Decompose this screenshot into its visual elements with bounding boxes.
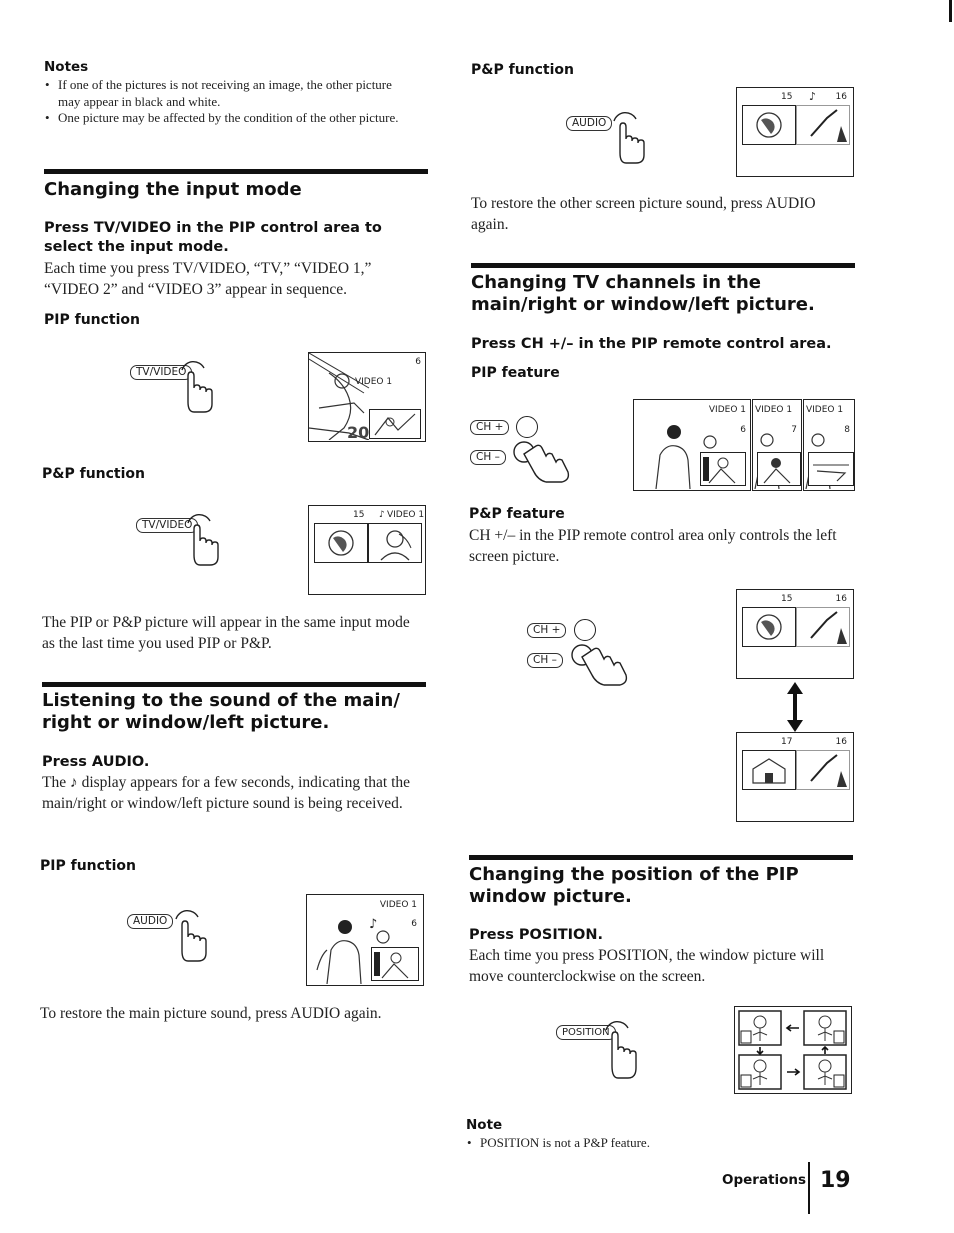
sound-title: Listening to the sound of the main/ right or window/left picture.	[42, 690, 400, 733]
ch-minus-button[interactable]: CH –	[470, 450, 506, 465]
sound-pip-window	[371, 947, 419, 981]
sound-pip-channel: 6	[411, 919, 417, 929]
ch-pip-window	[700, 452, 746, 486]
hand-point-icon	[512, 440, 574, 482]
audio-button[interactable]: AUDIO	[127, 914, 173, 929]
sound-body: The ♪ display appears for a few seconds, indicating that the main/right or window/left picture sound is being received.	[42, 774, 411, 812]
pip-channel: 6	[415, 357, 421, 367]
hand-press-icon	[598, 1018, 638, 1080]
ch-minus-button[interactable]: CH –	[527, 653, 563, 668]
pip-thumbnail-icon	[758, 453, 800, 485]
hand-point-icon	[570, 643, 632, 685]
ch-plus-circle	[516, 416, 538, 438]
pp-right-window	[796, 750, 850, 790]
hand-press-icon	[174, 358, 214, 414]
position-diagram	[734, 1006, 852, 1094]
sound-instruction: Press AUDIO.	[42, 754, 150, 770]
input-mode-instruction: Press TV/VIDEO in the PIP control area to select the input mode.	[44, 220, 382, 255]
pp-left-window	[742, 105, 796, 145]
page-number: 19	[820, 1168, 851, 1193]
channels-instruction: Press CH +/– in the PIP remote control area.	[471, 336, 832, 352]
ch-pip-window	[808, 452, 854, 486]
note-heading: Note	[466, 1117, 503, 1133]
hand-press-icon	[168, 907, 208, 963]
ch-screen-label: VIDEO 1	[806, 405, 844, 415]
pp-right-window	[796, 105, 850, 145]
ch-screen-label: VIDEO 1	[755, 405, 793, 415]
tv-video-button[interactable]: TV/VIDEO	[136, 518, 198, 533]
channels-pp-body: CH +/– in the PIP remote control area only controls the left screen picture.	[469, 527, 837, 565]
pp-left-channel: 17	[781, 737, 793, 747]
ch-screen-channel: 6	[740, 425, 746, 435]
globe-picture-icon	[315, 524, 367, 562]
ch-screen-channel: 8	[844, 425, 850, 435]
section-rule	[469, 855, 853, 860]
pp-left-window	[742, 750, 796, 790]
globe-picture-icon	[743, 106, 795, 144]
tv-screen-sound-pip	[306, 894, 424, 986]
globe-picture-icon	[743, 608, 795, 646]
position-title: Changing the position of the PIP window picture.	[469, 864, 799, 907]
tv-screen-ch-1	[633, 399, 751, 491]
ch-plus-button[interactable]: CH +	[527, 623, 566, 638]
pip-thumbnail-icon	[370, 410, 420, 438]
tv-screen-pp-ch-top	[736, 589, 854, 679]
sound-pip-heading: PIP function	[40, 858, 137, 874]
pp-left-channel: 15	[781, 92, 793, 102]
note-item: • One picture may be affected by the condition of the other picture.	[44, 110, 399, 127]
tv-video-button[interactable]: TV/VIDEO	[130, 365, 192, 380]
pp-left-window	[742, 607, 796, 647]
section-rule	[42, 682, 426, 687]
position-button[interactable]: POSITION	[556, 1025, 616, 1040]
sound-restore: To restore the main picture sound, press AUDIO again.	[40, 1005, 382, 1022]
tv-screen-pip	[308, 352, 426, 442]
footer-divider	[808, 1162, 810, 1214]
pp-audio-restore: To restore the other screen picture sound, press AUDIO again.	[471, 195, 816, 233]
note-item: • POSITION is not a P&P feature.	[466, 1135, 846, 1152]
input-mode-body: Each time you press TV/VIDEO, “TV,” “VIDEO 1,” “VIDEO 2” and “VIDEO 3” appear in sequence.	[44, 260, 372, 298]
pp-right-window	[796, 607, 850, 647]
pip-thumbnail-icon	[372, 948, 418, 980]
pp-right-channel: 16	[835, 92, 847, 102]
pp-left-window	[314, 523, 368, 563]
position-body: Each time you press POSITION, the window picture will move counterclockwise on the screen.	[469, 947, 825, 985]
hand-press-icon	[180, 511, 220, 567]
dancer-picture-icon	[797, 751, 849, 789]
footer-section-name: Operations	[722, 1172, 807, 1188]
pp-left-channel: 15	[353, 510, 365, 520]
pp-left-channel: 15	[781, 594, 793, 604]
channels-title: Changing TV channels in the main/right or window/left picture.	[471, 272, 815, 315]
pip-thumbnail-icon	[809, 453, 853, 485]
svg-text:20: 20	[347, 423, 370, 440]
sound-pip-label: VIDEO 1	[379, 900, 417, 910]
pip-label: VIDEO 1	[355, 377, 393, 387]
pip-function-heading: PIP function	[44, 312, 141, 328]
sound-note-icon: ♪	[369, 917, 378, 932]
input-mode-footer: The PIP or P&P picture will appear in the same input mode as the last time you used PIP or P&P.	[42, 614, 410, 652]
tv-screen-ch-3	[803, 399, 855, 491]
section-rule	[44, 169, 428, 174]
audio-button[interactable]: AUDIO	[566, 116, 612, 131]
pp-right-channel: 16	[835, 594, 847, 604]
pp-audio-heading: P&P function	[471, 62, 575, 78]
sound-note-icon: ♪	[809, 90, 817, 103]
notes-list	[44, 77, 399, 127]
ch-screen-channel: 7	[791, 425, 797, 435]
pp-right-channel: 16	[835, 737, 847, 747]
sound-note-icon: ♪	[379, 510, 385, 520]
pp-function-heading: P&P function	[42, 466, 146, 482]
ch-plus-button[interactable]: CH +	[470, 420, 509, 435]
pp-right-window	[368, 523, 422, 563]
note-item: • If one of the pictures is not receiving an image, the other picture may appear in black and white.	[44, 77, 399, 110]
person-picture-icon	[369, 524, 421, 562]
tv-screen-pp-audio	[736, 87, 854, 177]
input-mode-title: Changing the input mode	[44, 179, 302, 200]
pp-right-label: VIDEO 1	[387, 510, 425, 520]
section-rule	[471, 263, 855, 268]
pip-window	[369, 409, 421, 439]
notes-heading: Notes	[44, 59, 89, 75]
tv-screen-pp	[308, 505, 426, 595]
ch-pip-window	[757, 452, 801, 486]
house-picture-icon	[743, 751, 795, 789]
note-list	[466, 1135, 846, 1152]
channels-pp-heading: P&P feature	[469, 506, 565, 522]
tv-screen-ch-2	[752, 399, 802, 491]
dancer-picture-icon	[797, 608, 849, 646]
ch-plus-circle	[574, 619, 596, 641]
hand-press-icon	[606, 109, 646, 165]
tv-screen-pp-ch-bottom	[736, 732, 854, 822]
ch-screen-label: VIDEO 1	[708, 405, 746, 415]
position-instruction: Press POSITION.	[469, 927, 603, 943]
up-down-arrow-icon	[786, 682, 804, 732]
position-cycle-icon	[735, 1007, 850, 1092]
channels-pip-heading: PIP feature	[471, 365, 560, 381]
pip-thumbnail-icon	[701, 453, 745, 485]
dancer-picture-icon	[797, 106, 849, 144]
page-edge-mark	[949, 0, 952, 22]
